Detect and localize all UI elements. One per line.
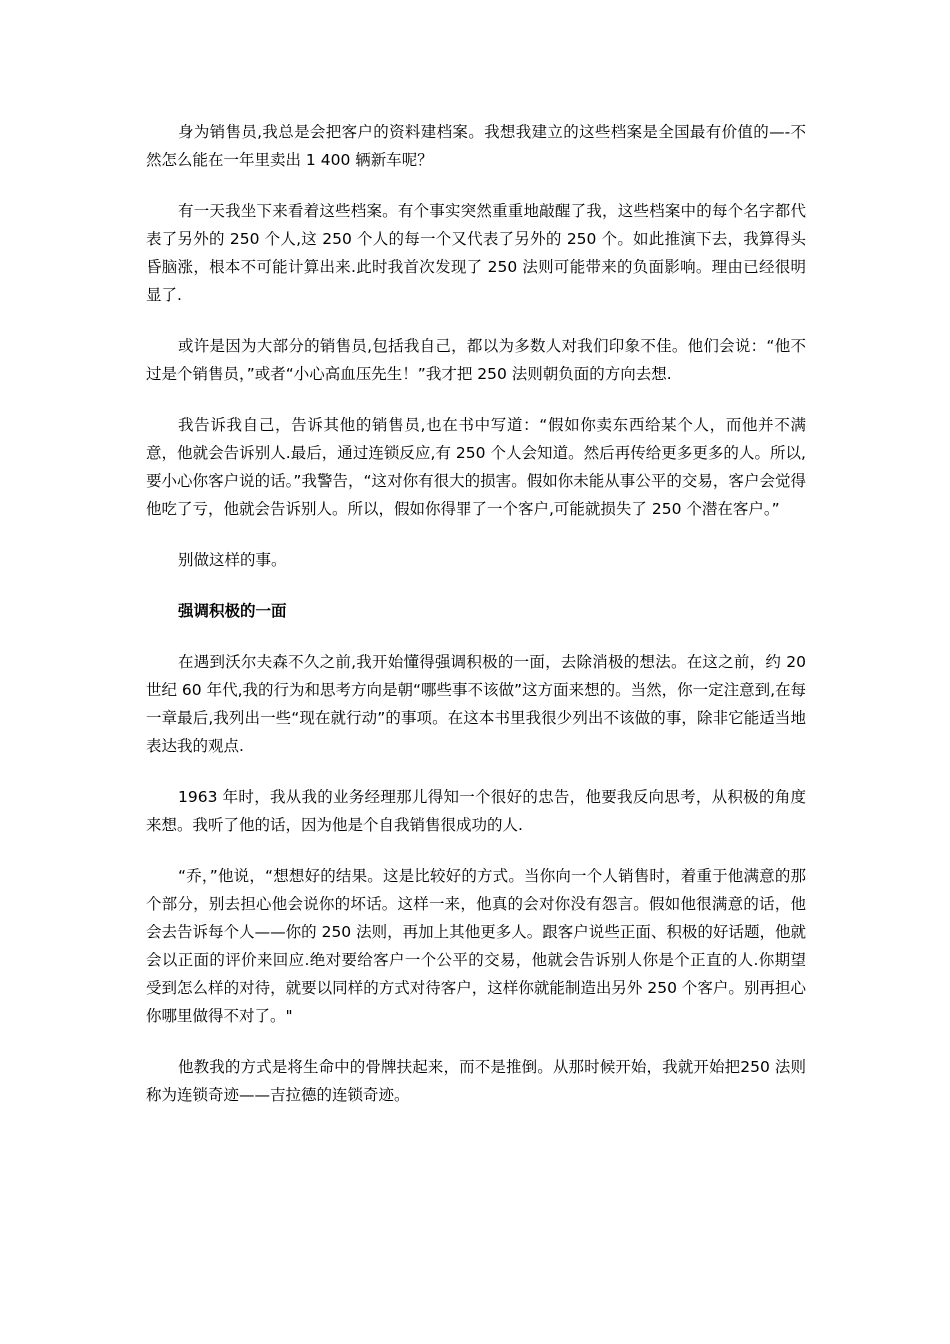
paragraph-9: 他教我的方式是将生命中的骨牌扶起来，而不是推倒。从那时候开始，我就开始把250 法则称为连锁奇迹——吉拉德的连锁奇迹。 <box>146 1058 806 1104</box>
document-body <box>146 118 806 1132</box>
paragraph-4: 我告诉我自己，告诉其他的销售员,也在书中写道：“假如你卖东西给某个人，而他并不满意，他就会告诉别人.最后，通过连锁反应,有 250 个人会知道。然后再传给更多更多的人。所以,要小心你客户说的话。”我警告，“这对你有很大的损害。假如你未能从事公平的交易，客户会觉得他吃了亏，他就会告诉别人。所以，假如你得罪了一个客户,可能就损失了 250 个潜在客户。” <box>146 416 806 518</box>
section-heading: 强调积极的一面 <box>178 602 287 620</box>
paragraph-1: 身为销售员,我总是会把客户的资料建档案。我想我建立的这些档案是全国最有价值的—-不然怎么能在一年里卖出 1 400 辆新车呢？ <box>146 123 806 169</box>
paragraph-7: 1963 年时，我从我的业务经理那儿得知一个很好的忠告，他要我反向思考，从积极的角度来想。我听了他的话，因为他是个自我销售很成功的人. <box>146 788 806 834</box>
paragraph-2: 有一天我坐下来看着这些档案。有个事实突然重重地敲醒了我，这些档案中的每个名字都代表了另外的 250 个人,这 250 个人的每一个又代表了另外的 250 个。如此推演下去，我算得头昏脑涨，根本不可能计算出来.此时我首次发现了 250 法则可能带来的负面影响。理由已经很明显了. <box>146 202 806 304</box>
paragraph-5: 别做这样的事。 <box>178 551 287 569</box>
paragraph-6: 在遇到沃尔夫森不久之前,我开始懂得强调积极的一面，去除消极的想法。在这之前，约 20 世纪 60 年代,我的行为和思考方向是朝“哪些事不该做”这方面来想的。当然，你一定注意到,在每一章最后,我列出一些“现在就行动”的事项。在这本书里我很少列出不该做的事，除非它能适当地表达我的观点. <box>146 653 806 755</box>
paragraph-8: “乔，”他说，“想想好的结果。这是比较好的方式。当你向一个人销售时，着重于他满意的那个部分，别去担心他会说你的坏话。这样一来，他真的会对你没有怨言。假如他很满意的话，他会去告诉每个人——你的 250 法则，再加上其他更多人。跟客户说些正面、积极的好话题，他就会以正面的评价来回应.绝对要给客户一个公平的交易，他就会告诉别人你是个正直的人.你期望受到怎么样的对待，就要以同样的方式对待客户，这样你就能制造出另外 250 个客户。别再担心你哪里做得不对了。" <box>146 867 806 1025</box>
paragraph-3: 或许是因为大部分的销售员,包括我自己，都以为多数人对我们印象不佳。他们会说：“他不过是个销售员，”或者“小心高血压先生！”我才把 250 法则朝负面的方向去想. <box>146 337 806 383</box>
